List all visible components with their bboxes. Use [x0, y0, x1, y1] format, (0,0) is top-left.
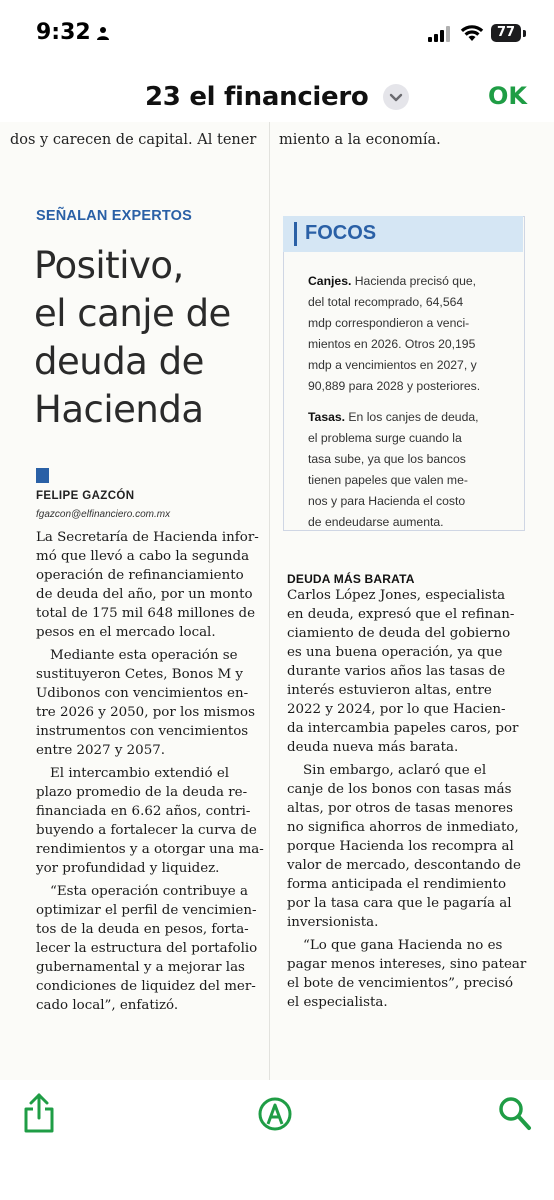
body-line: ciamiento de deuda del gobierno	[287, 626, 511, 641]
author-email: fgazcon@elfinanciero.com.mx	[36, 509, 171, 520]
body-line: cado local”, enfatizó.	[36, 998, 179, 1013]
cellular-signal-icon	[428, 26, 452, 42]
focos-line: Tasas. En los canjes de deuda,	[308, 410, 479, 424]
body-line: financiada en 6.62 años, contri-	[36, 804, 251, 819]
focos-line: nos y para Hacienda el costo	[308, 494, 466, 508]
body-line: forma anticipada el rendimiento	[287, 877, 507, 892]
document-title[interactable]: 23 el financiero	[145, 82, 369, 112]
focos-line: tienen papeles que valen me-	[308, 473, 468, 487]
body-line: condiciones de liquidez del mer-	[36, 979, 256, 994]
ok-button[interactable]: OK	[488, 82, 527, 110]
body-line: 2022 y 2024, por lo que Hacien-	[287, 702, 506, 717]
body-line: plazo promedio de la deuda re-	[36, 785, 248, 800]
body-line: entre 2027 y 2057.	[36, 743, 166, 758]
body-line: tos de la deuda en pesos, forta-	[36, 922, 249, 937]
byline-marker	[36, 468, 49, 483]
body-line: por la tasa cara que le pagaría al	[287, 896, 512, 911]
body-line: canje de los bonos con tasas más	[287, 782, 512, 797]
status-time: 9:32	[36, 20, 91, 45]
body-line: Sin embargo, aclaró que el	[303, 763, 487, 778]
previous-article-text-left: dos y carecen de capital. Al tener	[10, 132, 257, 148]
body-line: tre 2026 y 2050, por los mismos	[36, 705, 255, 720]
body-line: altas, por otros de tasas menores	[287, 801, 513, 816]
person-icon	[96, 26, 110, 40]
title-menu-button[interactable]	[383, 84, 409, 110]
bottom-toolbar	[0, 1080, 554, 1200]
markup-icon[interactable]	[257, 1096, 293, 1132]
focos-label-canjes: Canjes.	[308, 274, 352, 288]
focos-line: de endeudarse aumenta.	[308, 515, 444, 529]
body-line: operación de refinanciamiento	[36, 568, 244, 583]
body-line: total de 175 mil 648 millones de	[36, 606, 256, 621]
body-line: Mediante esta operación se	[50, 648, 238, 663]
battery-indicator: 77	[491, 24, 521, 42]
body-line: no significa ahorros de inmediato,	[287, 820, 519, 835]
body-line: porque Hacienda los recompra al	[287, 839, 514, 854]
column-divider	[269, 122, 270, 1080]
body-line: valor de mercado, descontando de	[287, 858, 521, 873]
chevron-down-icon	[383, 84, 409, 110]
search-icon[interactable]	[498, 1096, 532, 1132]
headline-line: el canje de	[34, 292, 231, 335]
body-line: mó que llevó a cabo la segunda	[36, 549, 250, 564]
body-line: El intercambio extendió el	[50, 766, 230, 781]
section-subhead: DEUDA MÁS BARATA	[287, 572, 415, 586]
body-line: rendimientos y a otorgar una ma-	[36, 842, 264, 857]
focos-accent-bar	[294, 222, 297, 246]
body-line: deuda nueva más barata.	[287, 740, 459, 755]
focos-line: el problema surge cuando la	[308, 431, 462, 445]
focos-line: mdp a vencimientos en 2027, y	[308, 358, 477, 372]
body-line: el especialista.	[287, 995, 388, 1010]
focos-line: Canjes. Hacienda precisó que,	[308, 274, 477, 288]
body-line: interés estuvieron altas, entre	[287, 683, 492, 698]
body-line: Carlos López Jones, especialista	[287, 588, 506, 603]
focos-line: mientos en 2026. Otros 20,195	[308, 337, 476, 351]
focos-title: FOCOS	[305, 222, 377, 244]
body-line: el bote de vencimientos”, precisó	[287, 976, 514, 991]
focos-line: 90,889 para 2028 y posteriores.	[308, 379, 481, 393]
focos-label-tasas: Tasas.	[308, 410, 346, 424]
body-line: pesos en el mercado local.	[36, 625, 216, 640]
body-line: gubernamental y a mejorar las	[36, 960, 245, 975]
body-line: Udibonos con vencimientos en-	[36, 686, 249, 701]
body-line: yor profundidad y liquidez.	[36, 861, 220, 876]
body-line: en deuda, expresó que el refinan-	[287, 607, 515, 622]
body-line: instrumentos con vencimientos	[36, 724, 249, 739]
headline-line: Positivo,	[34, 244, 184, 287]
previous-article-text-right: miento a la economía.	[279, 132, 441, 148]
body-line: optimizar el perfil de vencimien-	[36, 903, 257, 918]
body-line: sustituyeron Cetes, Bonos M y	[36, 667, 243, 682]
body-line: inversionista.	[287, 915, 379, 930]
body-line: da intercambia papeles caros, por	[287, 721, 519, 736]
focos-line: tasa sube, ya que los bancos	[308, 452, 466, 466]
share-icon[interactable]	[22, 1092, 56, 1134]
wifi-icon	[460, 24, 484, 42]
body-line: “Lo que gana Hacienda no es	[303, 938, 503, 953]
body-line: de deuda del año, por un monto	[36, 587, 253, 602]
headline-line: deuda de	[34, 340, 204, 383]
status-bar	[0, 0, 554, 60]
focos-line: del total recomprado, 64,564	[308, 295, 464, 309]
body-line: durante varios años las tasas de	[287, 664, 506, 679]
body-line: buyendo a fortalecer la curva de	[36, 823, 257, 838]
body-line: “Esta operación contribuye a	[50, 884, 248, 899]
author-name: FELIPE GAZCÓN	[36, 490, 135, 502]
body-line: pagar menos intereses, sino patear	[287, 957, 527, 972]
battery-cap	[523, 30, 526, 37]
article-kicker: SEÑALAN EXPERTOS	[36, 208, 193, 224]
body-line: La Secretaría de Hacienda infor-	[36, 530, 259, 545]
focos-line: mdp correspondieron a venci-	[308, 316, 470, 330]
newspaper-page[interactable]	[0, 122, 554, 1080]
body-line: lecer la estructura del portafolio	[36, 941, 258, 956]
body-line: es una buena operación, ya que	[287, 645, 503, 660]
headline-line: Hacienda	[34, 388, 204, 431]
